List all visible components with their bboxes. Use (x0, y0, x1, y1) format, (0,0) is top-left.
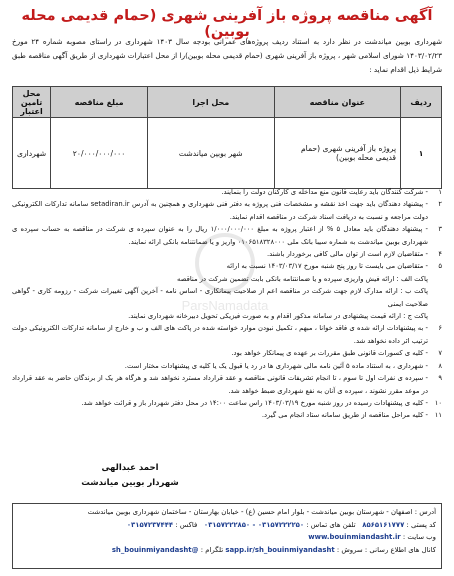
phone-value: ۰۳۱۵۷۲۲۲۲۵۰ - ۰۳۱۵۷۲۲۲۸۵۰ (203, 520, 305, 529)
soroush-link[interactable]: sapp.ir/sh_bouinmiyandasht (225, 545, 335, 554)
footer-contact-line (18, 519, 436, 532)
footer-social-line (18, 544, 436, 557)
watermark-text: ParsNamadata (181, 298, 269, 313)
cell-row-number: ۱ (401, 118, 442, 189)
term-item: پاکت ج : ارائه قیمت پیشنهادی در سامانه مذکور اقدام و به صورت فیزیکی تحویل دبیرخانه شهرداری نمایند. (128, 312, 428, 321)
terms-list (12, 186, 442, 422)
signature-block (70, 461, 190, 491)
postal-value: ۸۵۶۵۱۶۱۷۷۷ (362, 520, 405, 529)
term-item: ۴ - متقاضیان لازم است از توان مالی کافی برخوردار باشند. (266, 250, 442, 259)
fax-value: ۰۳۱۵۷۲۳۷۴۴۴ (126, 520, 174, 529)
cell-tender-title: پروژه باز آفرینی شهری (حمام قدیمی محله بوبین) (274, 118, 401, 189)
intro-paragraph: شهرداری بوبین میاندشت در نظر دارد به استناد ردیف پروژه‌های عمرانی بودجه سال ۱۴۰۳ شهرداری در راستای مصوبه شماره ۲۴ مورخ ۱۴۰۳/۰۲/۲۳ شورای اسلامی شهر ، پروژه باز آفرینی شهری (حمام قدیمی محله بوبین)را از محل اعتبارات شهرداری از طریق آگهی مناقصه طبق شرایط ذیل اقدام نماید : (12, 37, 442, 74)
term-item: ۱۱ - کلیه مراحل مناقصه از طریق سامانه ستاد انجام می گیرد. (261, 411, 442, 420)
cell-location: شهر بوبین میاندشت (148, 118, 275, 189)
signatory-name: احمد عبدالهی (101, 463, 159, 473)
col-header-row-number: ردیف (401, 87, 442, 118)
cell-amount: ۲۰/۰۰۰/۰۰۰/۰۰۰ (51, 118, 148, 189)
phone-label: تلفن های تماس : (306, 520, 356, 529)
telegram-link[interactable]: @sh_bouinmiyandasht (111, 545, 199, 554)
telegram-label: تلگرام : (200, 545, 224, 554)
term-item: ۵ - متقاضیان می بایست تا روز پنج شنبه مورخ ۱۴۰۳/۰۳/۱۷ نسبت به ارائه (226, 262, 442, 271)
term-item: ۱۰ - کلیه ی پیشنهادات رسیده در روز شنبه مورخ ۱۴۰۳/۰۳/۱۹ راس ساعت ۱۴:۰۰ در محل دفتر شهردار باز و قرائت خواهد شد. (81, 398, 442, 407)
term-item: ۸ - شهرداری ، به استناد ماده ۵ آئین نامه مالی شهرداری ها در رد یا قبول یک یا کلیه ی پیشنهادات مختار است. (124, 361, 442, 370)
col-header-amount: مبلغ مناقصه (51, 87, 148, 118)
term-item: پاکت الف : ارائه فیش واریزی سپرده و یا ضمانتنامه بانکی بابت تضمین شرکت در مناقصه (177, 274, 428, 283)
postal-label: کد پستی : (406, 520, 436, 529)
term-item: ۱ - شرکت کنندگان باید رعایت قانون منع مداخله ی کارکنان دولت را بنمایند. (221, 188, 442, 196)
term-item: ۶ - به پیشنهادات ارائه شده ی فاقد خوانا ، مبهم ، تکمیل نبودن موارد خواسته شده در پاکت های الف و ب و خارج از سامانه تدارکات الکترونیکی دولت ترتیب اثر داده نخواهد شد. (12, 324, 442, 345)
term-item: ۲ - پیشنهاد دهندگان باید جهت اخذ نقشه و مشخصات فنی پروژه به دفتر فنی شهرداری و همچنین به آدرس setadiran.ir سامانه تدارکات الکترونیکی دولت مراجعه و نسبت به دریافت اسناد شرکت در مناقصه اقدام نمایند. (12, 200, 442, 221)
fax-label: فاکس : (175, 520, 198, 529)
term-item: پاکت ب : ارائه مدارک لازم جهت شرکت در مناقصه اعم از صلاحیت پیمانکاری - اساس نامه - آخرین آگهی تغییرات شرکت - رزومه کاری - گواهی صلاحیت ایمنی (12, 287, 428, 308)
signatory-position: شهردار بوبین میاندشت (81, 478, 179, 488)
term-item: ۷ - کلیه ی کسورات قانونی طبق مقررات بر عهده ی پیمانکار خواهد بود. (231, 349, 442, 358)
social-label: کانال های اطلاع رسانی : سروش : (336, 545, 436, 554)
address-value: اصفهان - شهرستان بوبین میاندشت - بلوار امام حسین (ع) - خیابان بهارستان - ساختمان شهرداری بوبین میاندشت (87, 508, 413, 516)
col-header-location: محل اجرا (148, 87, 275, 118)
table-row (13, 118, 442, 189)
cell-funding-source: شهرداری (13, 118, 51, 189)
contact-footer (12, 503, 442, 569)
term-item: ۹ - سپرده ی نفرات اول تا سوم ، تا انجام تشریفات قانونی مناقصه و عقد قرارداد مسترد نخواهد شد و هرگاه هر یک از برندگان حاضر به عقد قرارداد در موعد مقرر نشوند ، سپرده ی آنان به نفع شهرداری ضبط خواهد شد. (12, 374, 442, 395)
website-link[interactable]: www.bouinmiandasht.ir (308, 533, 401, 542)
footer-address-line (18, 506, 436, 519)
notice-title: آگهی مناقصه پروژه باز آفرینی شهری (حمام قدیمی محله بوبین) (21, 8, 433, 40)
website-label: وب سایت : (402, 533, 436, 542)
tender-table (12, 86, 442, 189)
address-label: آدرس : (414, 508, 436, 516)
footer-website-line (18, 531, 436, 544)
term-item: ۳ - پیشنهاد دهندگان باید معادل ۵ % از اعتبار پروژه به مبلغ ۱/۰۰۰/۰۰۰/۰۰۰ ریال را به عنوان سپرده ی شرکت در مناقصه به حساب سپرده ی شهرداری بوبین میاندشت به شماره سیبا بانک ملی ۰۱۰۶۵۱۸۳۲۸۰۰۰ واریز و یا ضمانتنامه بانکی ارائه نمایند. (12, 225, 442, 246)
col-header-tender-title: عنوان مناقصه (274, 87, 401, 118)
col-header-funding-source: محل تامین اعتبار (13, 87, 51, 118)
